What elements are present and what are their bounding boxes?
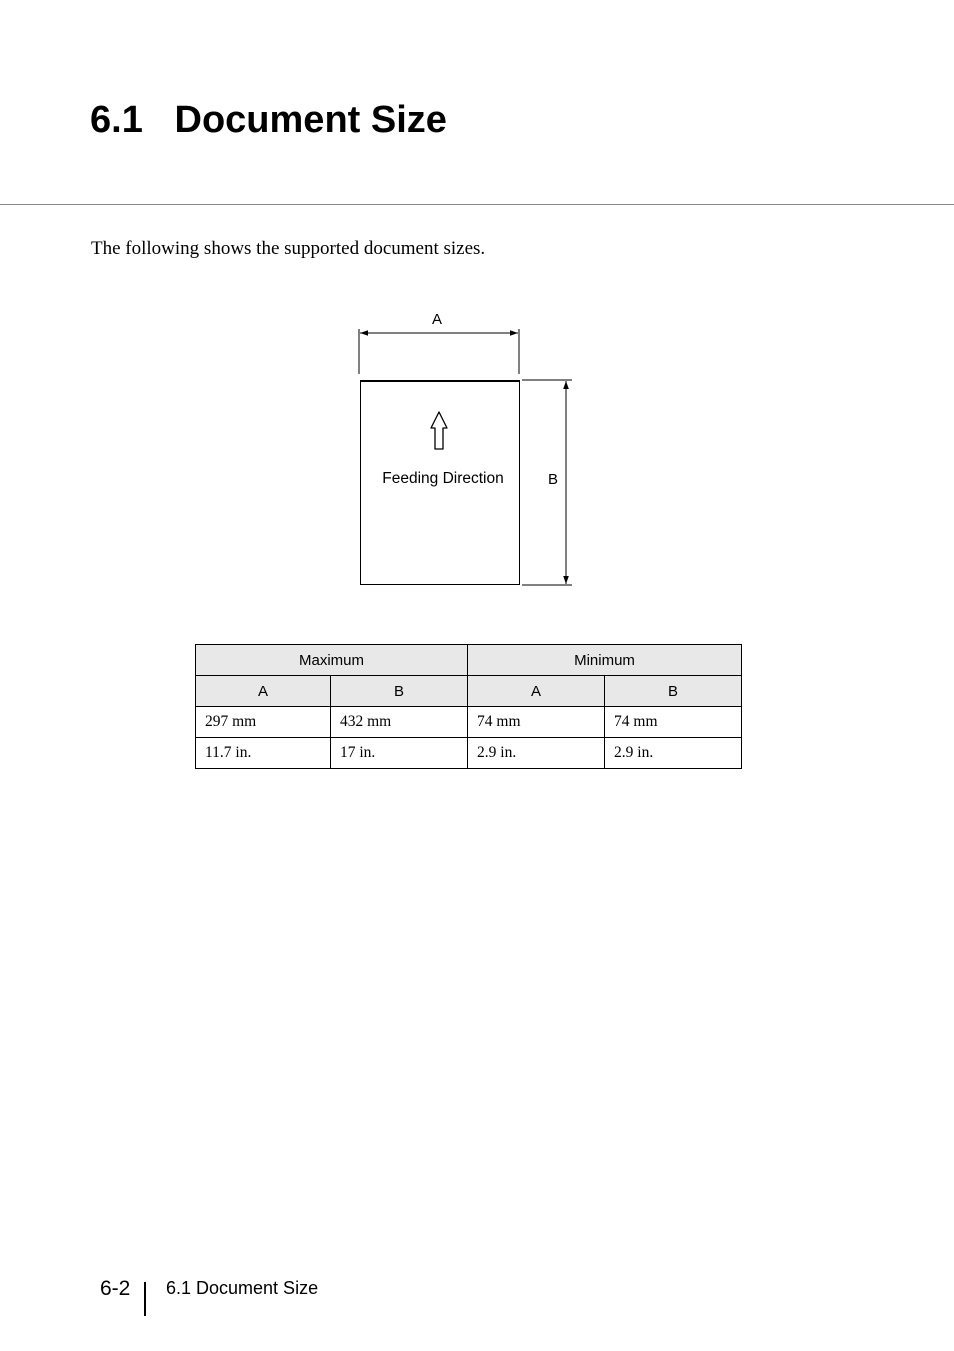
document-size-table xyxy=(195,644,742,769)
table-cell: 2.9 in. xyxy=(468,738,605,769)
document-size-diagram xyxy=(300,300,620,600)
page-number: 6-2 xyxy=(100,1277,131,1300)
table-cell: 74 mm xyxy=(468,707,605,738)
max-b-header: B xyxy=(331,676,468,707)
dimension-b-label: B xyxy=(547,471,559,488)
table-cell: 74 mm xyxy=(605,707,742,738)
section-title: Document Size xyxy=(174,99,447,141)
table-cell: 17 in. xyxy=(331,738,468,769)
table-row xyxy=(196,738,742,769)
footer-divider xyxy=(144,1282,146,1316)
table-sub-header-row xyxy=(196,676,742,707)
min-b-header: B xyxy=(605,676,742,707)
footer-section-title: 6.1 Document Size xyxy=(166,1278,319,1298)
header-divider xyxy=(0,204,954,205)
table-cell: 297 mm xyxy=(196,707,331,738)
table-row xyxy=(196,707,742,738)
maximum-header: Maximum xyxy=(196,645,468,676)
intro-paragraph: The following shows the supported document sizes. xyxy=(91,238,486,259)
section-number: 6.1 xyxy=(90,99,143,141)
table-cell: 2.9 in. xyxy=(605,738,742,769)
feeding-direction-arrow-icon xyxy=(431,412,447,449)
table-group-header-row xyxy=(196,645,742,676)
page-title xyxy=(90,96,447,144)
dimension-a-label: A xyxy=(431,311,443,328)
table-cell: 11.7 in. xyxy=(196,738,331,769)
min-a-header: A xyxy=(468,676,605,707)
feeding-direction-label: Feeding Direction xyxy=(382,470,504,487)
max-a-header: A xyxy=(196,676,331,707)
table-cell: 432 mm xyxy=(331,707,468,738)
minimum-header: Minimum xyxy=(468,645,742,676)
